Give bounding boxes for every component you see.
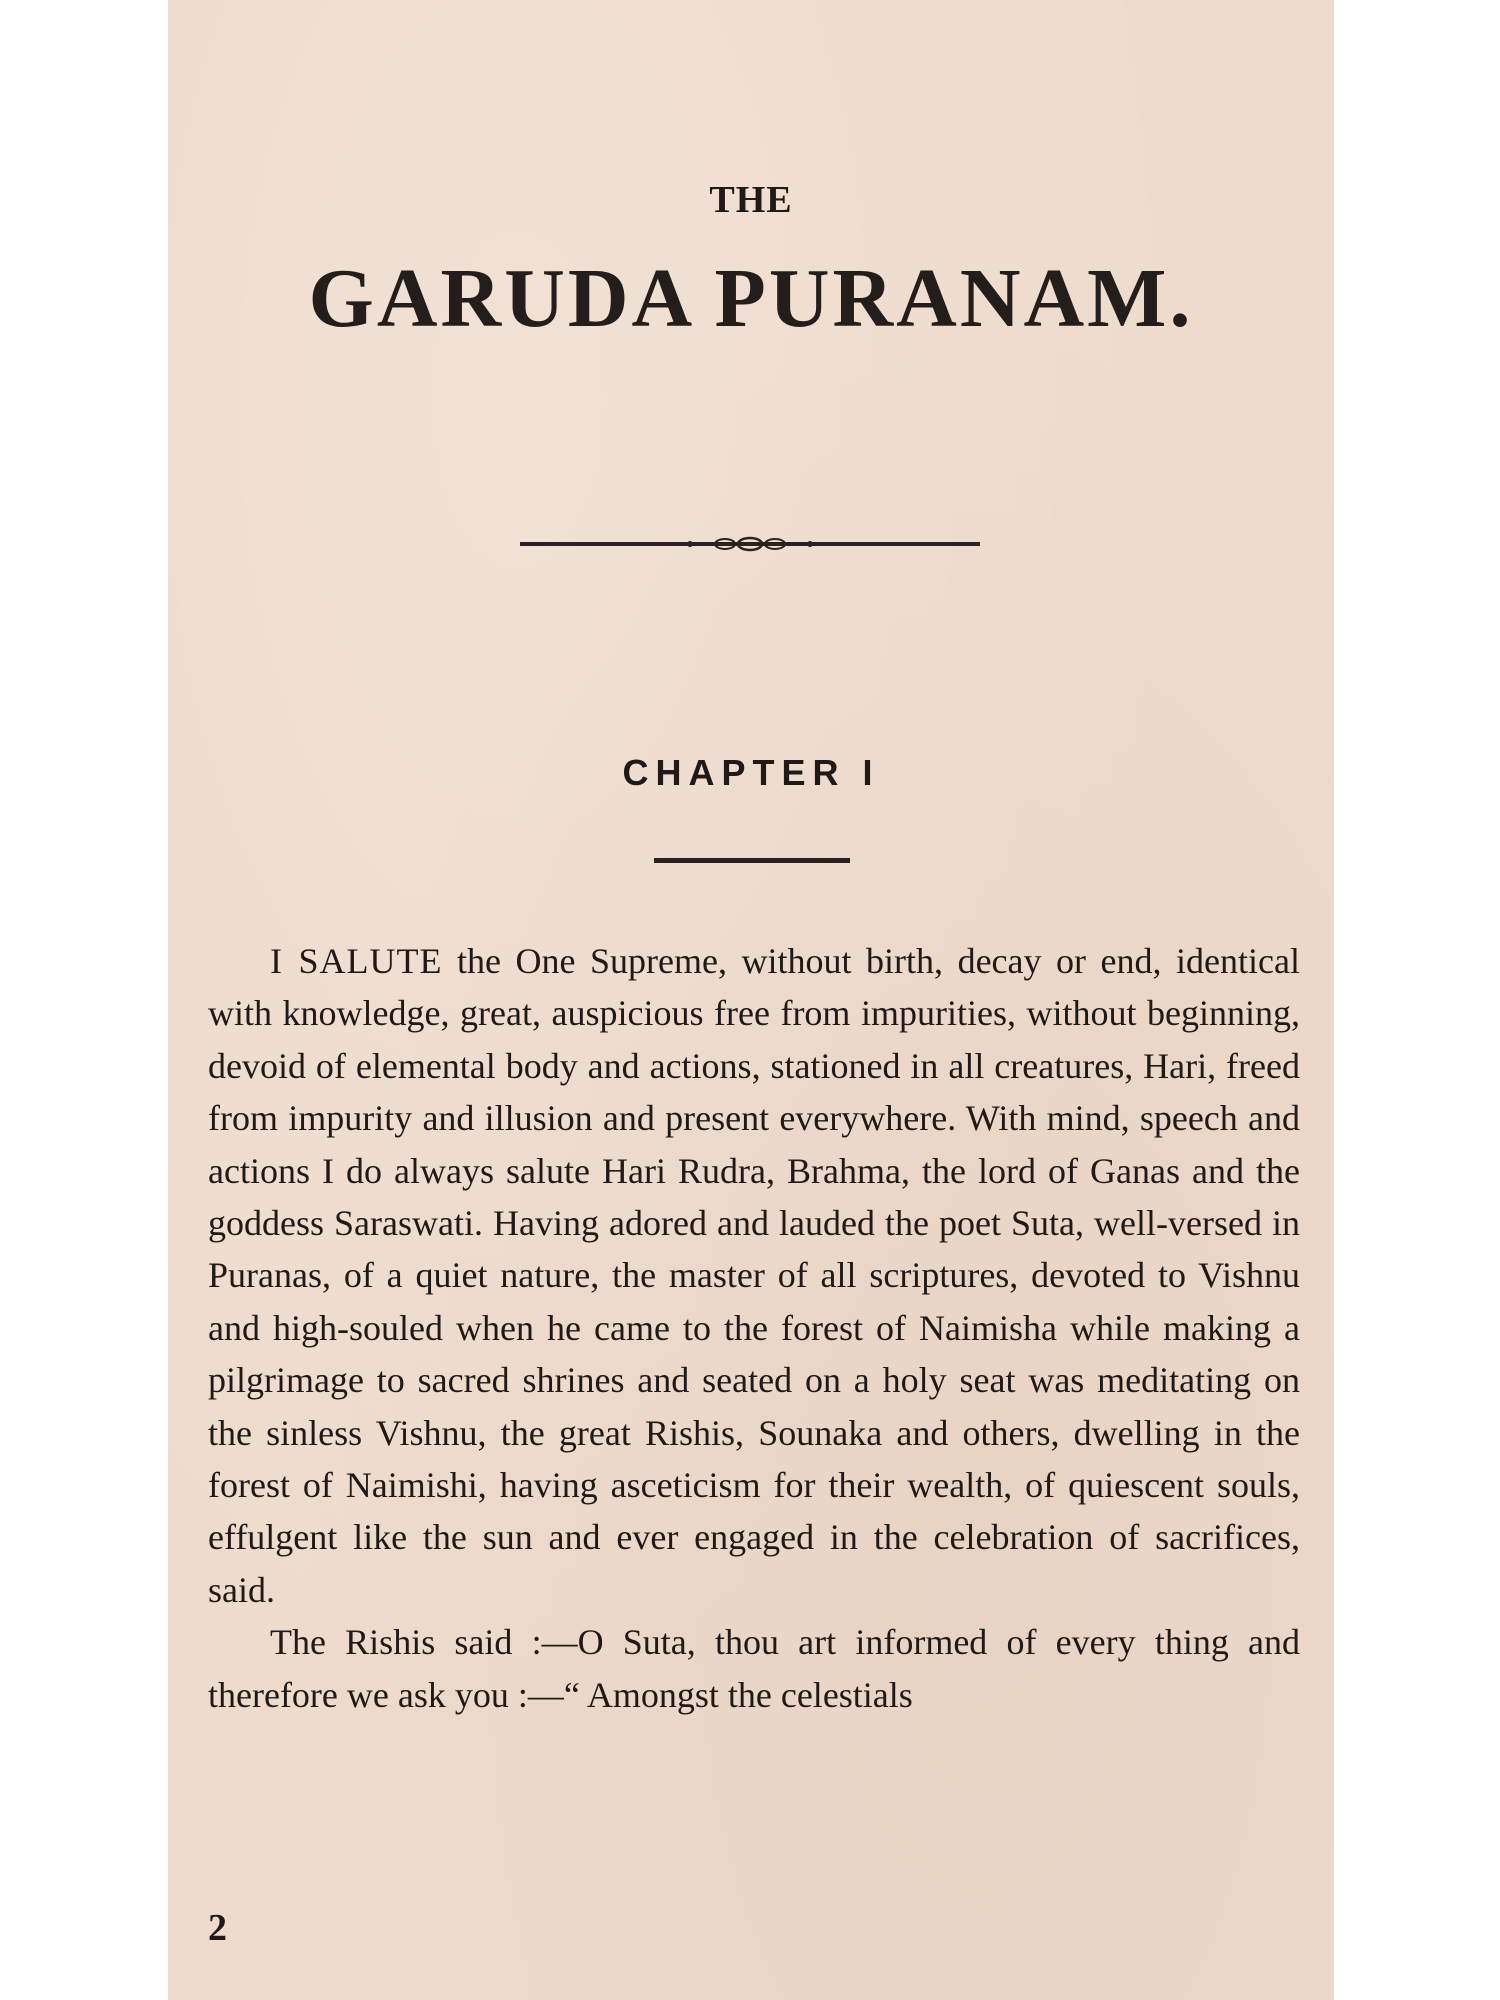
paragraph-1-lead: I SALUTE <box>270 941 443 981</box>
page-number: 2 <box>208 1907 227 1949</box>
chapter-rule <box>654 858 850 863</box>
paragraph-1 <box>208 935 1300 1616</box>
paragraph-1-text: the One Supreme, without birth, decay or end, identical with knowledge, great, auspicious free from impurities, without beginning, devoid of elemental body and actions, stationed in all creatures, Hari, freed from impurity and illusion and present everywhere. With mind, speech and actions I do always salute Hari Rudra, Brahma, the lord of Ganas and the goddess Saraswati. Having adored and lauded the poet Suta, well-versed in Puranas, of a quiet nature, the master of all scriptures, devoted to Vishnu and high-souled when he came to the forest of Naimisha while making a pilgrimage to sacred shrines and seated on a holy seat was meditating on the sinless Vishnu, the great Rishis, Sounaka and others, dwelling in the forest of Naimishi, having asceticism for their wealth, of quiescent souls, effulgent like the sun and ever engaged in the celebration of sacrifices, said. <box>208 941 1300 1610</box>
ornamental-divider <box>520 532 980 556</box>
book-title: GARUDA PURANAM. <box>308 252 1194 345</box>
paragraph-2: The Rishis said :—O Suta, thou art informed of every thing and therefore we ask you :—“ Amongst the celestials <box>208 1622 1300 1715</box>
pre-title: THE <box>709 179 793 221</box>
book-page <box>168 0 1334 2000</box>
chapter-heading: CHAPTER I <box>622 752 880 793</box>
body-text <box>208 935 1300 1721</box>
